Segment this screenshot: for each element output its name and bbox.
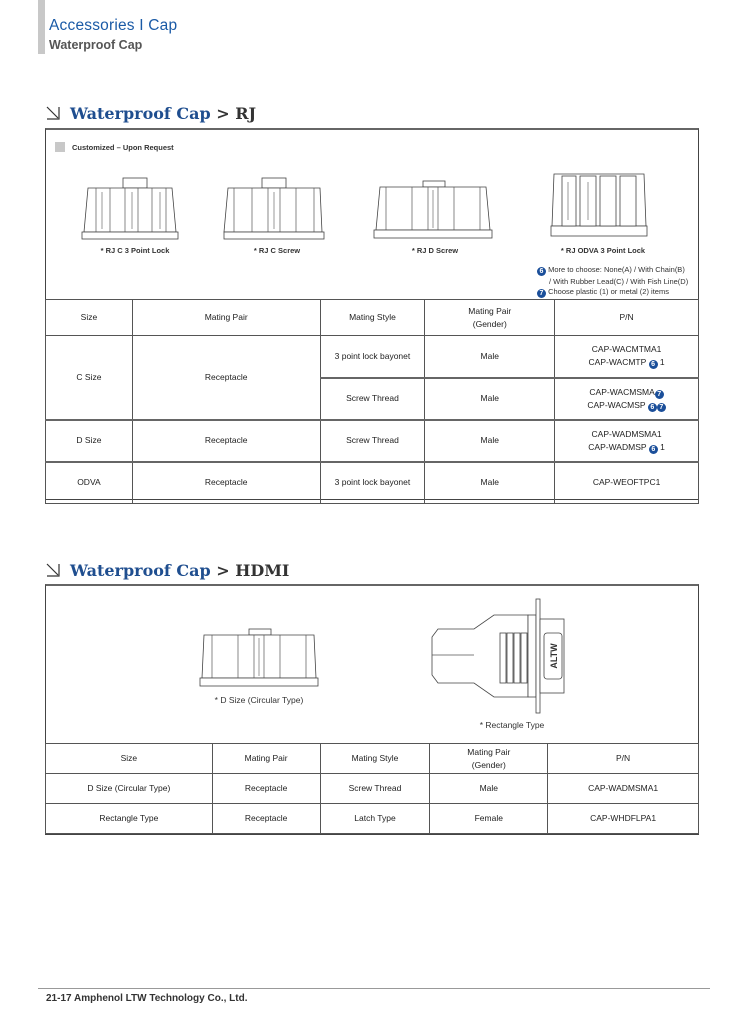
cell-mating-style: 3 point lock bayonet [320,336,425,378]
cell-mating-style: 3 point lock bayonet [320,462,425,504]
cell-mating-style: Latch Type [320,804,430,834]
rj-image-caption: * RJ C Screw [253,246,301,255]
rj-title-sub: RJ [235,104,257,123]
badge-7-icon: 7 [657,403,666,412]
hdmi-spec-table [45,743,699,834]
cell-size: D Size (Circular Type) [46,774,213,804]
badge-6-icon: 6 [537,267,546,276]
customized-legend-text: Customized – Upon Request [72,143,174,152]
rj-d-screw-image [372,178,494,240]
cell-mating-pair: Receptacle [132,462,320,504]
hdmi-title-sep: > [210,561,236,580]
note-option-6 [537,264,688,287]
cell-pn: CAP-WADMSMA1 [548,774,699,804]
rj-odva-3-point-lock-image [550,170,648,238]
cell-size: C Size [46,336,133,420]
rj-c-3-point-lock-image [80,174,180,240]
header-gender: Mating Pair (Gender) [425,300,555,336]
rj-c-screw-image [222,174,326,240]
badge-6-icon: 6 [649,360,658,369]
rj-image-caption: * RJ ODVA 3 Point Lock [560,246,646,255]
header-pn: P/N [555,300,699,336]
header-mating-style: Mating Style [320,300,425,336]
header-mating-pair: Mating Pair [212,744,320,774]
cell-gender: Male [425,462,555,504]
cell-size: ODVA [46,462,133,504]
hdmi-image-caption: * Rectangle Type [479,720,545,730]
cell-mating-pair: Receptacle [132,420,320,462]
cell-gender: Female [430,804,548,834]
table-header-row [46,744,699,774]
badge-6-icon: 6 [648,403,657,412]
hdmi-d-size-circular-image [198,626,320,688]
table-row [46,804,699,834]
cell-gender: Male [430,774,548,804]
header-size: Size [46,300,133,336]
header-mating-pair: Mating Pair [132,300,320,336]
customized-legend-swatch [55,142,65,152]
note-6-line1: More to choose: None(A) / With Chain(B) [548,265,685,274]
cell-gender: Male [425,336,555,378]
hdmi-rectangle-type-image [428,597,568,715]
cell-gender: Male [425,420,555,462]
hdmi-image-caption: * D Size (Circular Type) [214,695,304,705]
cell-pn: CAP-WADMSMA1 CAP-WADMSP 6 1 [555,420,699,462]
cell-pn: CAP-WHDFLPA1 [548,804,699,834]
cell-size: D Size [46,420,133,462]
cell-mating-pair: Receptacle [212,774,320,804]
arrow-down-right-icon [46,106,60,120]
footer-text: 21-17 Amphenol LTW Technology Co., Ltd. [46,993,248,1004]
rj-section-title [46,104,256,123]
arrow-down-right-icon [46,563,60,577]
header-accent-bar [38,0,45,54]
badge-6-icon: 6 [649,445,658,454]
cell-pn: CAP-WACMTMA1 CAP-WACMTP 6 1 [555,336,699,378]
rj-title-sep: > [210,104,236,123]
header-pn: P/N [548,744,699,774]
table-row [46,774,699,804]
table-row [46,336,699,378]
note-6-line2: / With Rubber Lead(C) / With Fish Line(D) [549,277,689,286]
header-mating-style: Mating Style [320,744,430,774]
badge-7-icon: 7 [655,390,664,399]
header-size: Size [46,744,213,774]
cell-mating-style: Screw Thread [320,420,425,462]
hdmi-title-main: Waterproof Cap [70,561,211,580]
hdmi-title-sub: HDMI [235,561,290,580]
rj-title-main: Waterproof Cap [70,104,211,123]
cell-gender: Male [425,378,555,420]
cell-mating-style: Screw Thread [320,378,425,420]
rj-image-caption: * RJ D Screw [411,246,459,255]
rj-spec-table [45,299,699,504]
cell-size: Rectangle Type [46,804,213,834]
badge-7-icon: 7 [537,289,546,298]
cell-mating-style: Screw Thread [320,774,430,804]
header-gender: Mating Pair (Gender) [430,744,548,774]
note-7-line1: Choose plastic (1) or metal (2) items [548,287,669,296]
table-row [46,462,699,504]
page-title: Accessories I Cap [49,17,178,34]
rj-image-caption: * RJ C 3 Point Lock [100,246,170,255]
page-subtitle: Waterproof Cap [49,38,143,52]
altw-label: ALTW [549,643,559,669]
note-option-7 [537,286,669,298]
table-row [46,420,699,462]
cell-pn: CAP-WACMSMA 7 CAP-WACMSP 6 7 [555,378,699,420]
table-header-row [46,300,699,336]
footer-divider [38,988,710,989]
cell-pn: CAP-WEOFTPC1 [555,462,699,504]
hdmi-section-title [46,561,289,580]
cell-mating-pair: Receptacle [132,336,320,420]
cell-mating-pair: Receptacle [212,804,320,834]
